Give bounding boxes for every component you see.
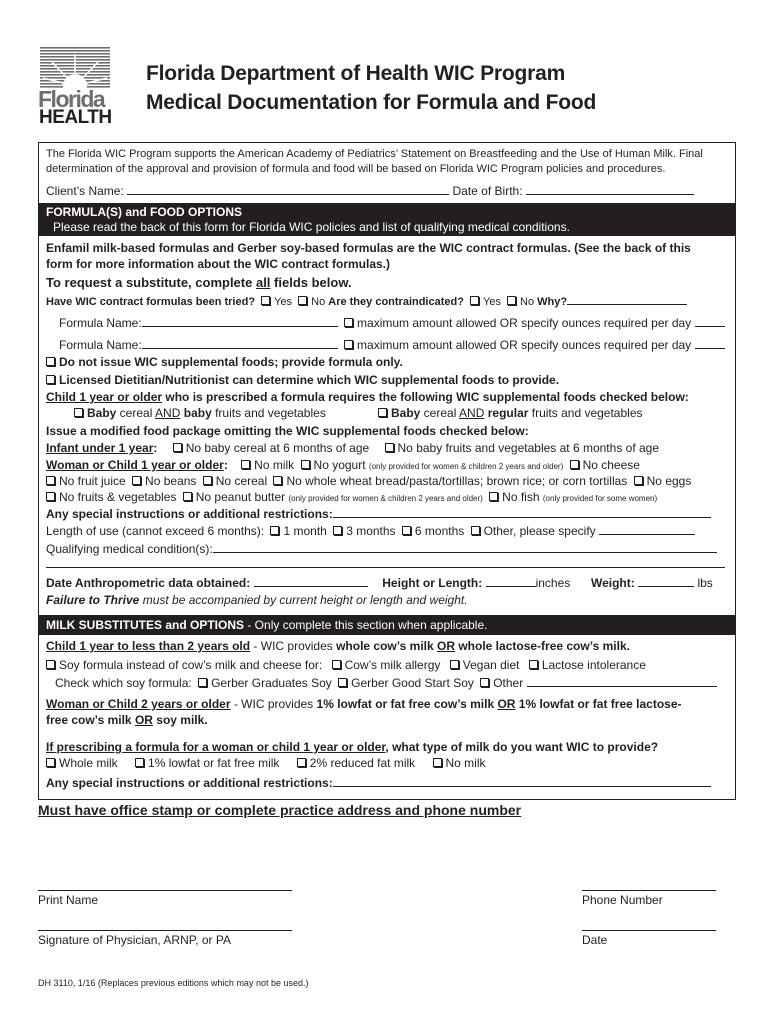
form-box: [38, 142, 736, 800]
child-1-2-row: Child 1 year to less than 2 years old - WIC provides whole cow’s milk OR whole lactose-free cow’s milk.: [46, 639, 630, 653]
contra-yes-checkbox[interactable]: [470, 296, 479, 305]
whole-milk-checkbox[interactable]: [46, 758, 55, 767]
client-name-label: Client’s Name:: [46, 184, 124, 198]
contract-tried-row: Have WIC contract formulas been tried? Yes No Are they contraindicated? Yes No Why?: [46, 294, 687, 308]
date-label: Date: [582, 933, 608, 947]
page-title-line2: Medical Documentation for Formula and Food: [146, 91, 597, 114]
signature-label: Signature of Physician, ARNP, or PA: [38, 933, 231, 947]
lowfat-milk-checkbox[interactable]: [135, 758, 144, 767]
special-instructions-field-1[interactable]: [333, 507, 711, 518]
no-cereal-checkbox[interactable]: [203, 476, 212, 485]
length-of-use-row: Length of use (cannot exceed 6 months): 1 month 3 months 6 months Other, please specify: [46, 524, 695, 538]
why-field[interactable]: [567, 294, 687, 305]
client-name-field[interactable]: [127, 184, 449, 195]
reduced-fat-milk-checkbox[interactable]: [297, 758, 306, 767]
other-length-checkbox[interactable]: [471, 526, 480, 535]
no-foods-row: Do not issue WIC supplemental foods; provide formula only.: [46, 355, 403, 369]
no-cheese-checkbox[interactable]: [570, 460, 579, 469]
other-soy-checkbox[interactable]: [480, 678, 489, 687]
request-substitute-heading: To request a substitute, complete all fields below.: [46, 275, 352, 290]
woman-2-row-2: free cow’s milk OR soy milk.: [46, 713, 208, 727]
gerber-good-start-soy-checkbox[interactable]: [338, 678, 347, 687]
special-instructions-row-1: Any special instructions or additional restrictions:: [46, 507, 711, 521]
no-beans-checkbox[interactable]: [132, 476, 141, 485]
qualifying-condition-field[interactable]: [213, 542, 717, 553]
formula-section-title: FORMULA(S) and FOOD OPTIONS: [46, 205, 242, 219]
intro-line2: determination of the approval and provision of formula and food will be based on Florida WIC Program policies and procedures.: [46, 163, 666, 175]
woman-child-row-2: No fruit juice No beans No cereal No whole wheat bread/pasta/tortillas; brown rice; or corn tortillas No eggs: [46, 474, 691, 488]
no-whole-wheat-checkbox[interactable]: [273, 476, 282, 485]
max-amount-checkbox-2[interactable]: [344, 340, 353, 349]
dob-label: Date of Birth:: [452, 184, 523, 198]
soy-formula-checkbox[interactable]: [46, 660, 55, 669]
milk-section-bar: [39, 615, 735, 635]
formula-section-subtitle: Please read the back of this form for Florida WIC policies and list of qualifying medical conditions.: [53, 220, 570, 234]
logo-health-text: HEALTH: [39, 107, 112, 128]
woman-child-row-3: No fruits & vegetables No peanut butter (only provided for women & children 2 years and older) No fish (only provided for some women): [46, 490, 657, 504]
no-yogurt-checkbox[interactable]: [301, 460, 310, 469]
tried-no-checkbox[interactable]: [298, 296, 307, 305]
baby-cereal-regular-fruits-row: Baby cereal AND regular fruits and vegetables: [375, 406, 643, 420]
ounces-field-2[interactable]: [695, 338, 725, 349]
date-line[interactable]: [582, 930, 716, 931]
page-title-line1: Florida Department of Health WIC Program: [146, 62, 566, 85]
no-fruit-juice-checkbox[interactable]: [46, 476, 55, 485]
no-fruits-vegetables-checkbox[interactable]: [46, 492, 55, 501]
phone-number-label: Phone Number: [582, 893, 663, 907]
special-instructions-row-2: Any special instructions or additional restrictions:: [46, 776, 711, 790]
milk-section-title: MILK SUBSTITUTES and OPTIONS - Only complete this section when applicable.: [46, 618, 488, 632]
ounces-field-1[interactable]: [695, 316, 725, 327]
special-instructions-field-2[interactable]: [333, 776, 711, 787]
client-name-row: [46, 184, 694, 198]
qualifying-condition-row: Qualifying medical condition(s):: [46, 542, 717, 556]
check-soy-row: Check which soy formula: Gerber Graduates Soy Gerber Good Start Soy Other: [55, 676, 717, 690]
height-field[interactable]: [486, 576, 536, 587]
no-peanut-butter-checkbox[interactable]: [183, 492, 192, 501]
formula-name-row-1: Formula Name: maximum amount allowed OR specify ounces required per day: [59, 316, 725, 330]
qualifying-condition-field-2[interactable]: [46, 567, 725, 568]
contract-line2: form for more information about the WIC contract formulas.): [46, 257, 391, 271]
issue-modified-heading: Issue a modified food package omitting the WIC supplemental foods checked below:: [46, 424, 529, 438]
no-milk-checkbox[interactable]: [241, 460, 250, 469]
failure-to-thrive-note: Failure to Thrive must be accompanied by current height or length and weight.: [46, 593, 468, 607]
anthropometric-date-field[interactable]: [254, 576, 368, 587]
baby-cereal-regular-fruits-checkbox[interactable]: [378, 408, 387, 417]
dietitian-checkbox[interactable]: [46, 375, 55, 384]
intro-line1: The Florida WIC Program supports the American Academy of Pediatrics’ Statement on Breastfeeding and the Use of Human Milk. Final: [46, 148, 703, 160]
one-month-checkbox[interactable]: [270, 526, 279, 535]
no-milk-option-checkbox[interactable]: [433, 758, 442, 767]
dob-field[interactable]: [526, 184, 694, 195]
tried-yes-checkbox[interactable]: [261, 296, 270, 305]
soy-formula-row: Soy formula instead of cow’s milk and cheese for: Cow’s milk allergy Vegan diet Lactose intolerance: [46, 658, 646, 672]
no-foods-checkbox[interactable]: [46, 357, 55, 366]
gerber-graduates-soy-checkbox[interactable]: [198, 678, 207, 687]
signature-line[interactable]: [38, 930, 292, 931]
woman-2-row-1: Woman or Child 2 years or older - WIC provides 1% lowfat or fat free cow’s milk OR 1% lowfat or fat free lactose-: [46, 697, 682, 711]
no-eggs-checkbox[interactable]: [634, 476, 643, 485]
child-older-heading: Child 1 year or older who is prescribed a formula requires the following WIC supplemental foods checked below:: [46, 390, 689, 404]
no-baby-cereal-checkbox[interactable]: [173, 443, 182, 452]
other-soy-field[interactable]: [527, 676, 717, 687]
formula-name-field-2[interactable]: [142, 338, 338, 349]
three-months-checkbox[interactable]: [333, 526, 342, 535]
six-months-checkbox[interactable]: [402, 526, 411, 535]
lactose-intolerance-checkbox[interactable]: [529, 660, 538, 669]
cows-milk-allergy-checkbox[interactable]: [332, 660, 341, 669]
formula-name-field-1[interactable]: [142, 316, 338, 327]
print-name-label: Print Name: [38, 893, 99, 907]
prescribing-heading: If prescribing a formula for a woman or child 1 year or older, what type of milk do you want WIC to provide?: [46, 740, 659, 754]
florida-health-logo: [38, 44, 112, 130]
stamp-notice: Must have office stamp or complete practice address and phone number: [38, 802, 522, 818]
baby-cereal-baby-fruits-checkbox[interactable]: [74, 408, 83, 417]
vegan-diet-checkbox[interactable]: [450, 660, 459, 669]
woman-child-row-1: Woman or Child 1 year or older: No milk No yogurt (only provided for women & children 2 years and older) No cheese: [46, 458, 640, 472]
other-length-field[interactable]: [599, 524, 695, 535]
contract-line1: Enfamil milk-based formulas and Gerber soy-based formulas are the WIC contract formulas. (See the back of this: [46, 241, 691, 255]
formula-section-bar: [39, 203, 735, 236]
form-id: DH 3110, 1/16 (Replaces previous editions which may not be used.): [38, 978, 309, 988]
no-baby-fruits-checkbox[interactable]: [385, 443, 394, 452]
formula-name-row-2: Formula Name: maximum amount allowed OR specify ounces required per day: [59, 338, 725, 352]
infant-row: Infant under 1 year: No baby cereal at 6 months of age No baby fruits and vegetables at 6 months of age: [46, 441, 660, 455]
no-fish-checkbox[interactable]: [489, 492, 498, 501]
anthropometric-row: Date Anthropometric data obtained: Height or Length: inches Weight: lbs: [46, 576, 713, 590]
weight-field[interactable]: [638, 576, 694, 587]
max-amount-checkbox-1[interactable]: [344, 318, 353, 327]
print-name-line[interactable]: [38, 890, 292, 891]
phone-number-line[interactable]: [582, 890, 716, 891]
milk-type-row: Whole milk 1% lowfat or fat free milk 2% reduced fat milk No milk: [46, 756, 486, 770]
logo-florida-text: Florida: [38, 86, 105, 112]
baby-cereal-fruits-row: Baby cereal AND baby fruits and vegetables: [71, 406, 326, 420]
contra-no-checkbox[interactable]: [507, 296, 516, 305]
dietitian-row: Licensed Dietitian/Nutritionist can determine which WIC supplemental foods to provide.: [46, 373, 559, 387]
